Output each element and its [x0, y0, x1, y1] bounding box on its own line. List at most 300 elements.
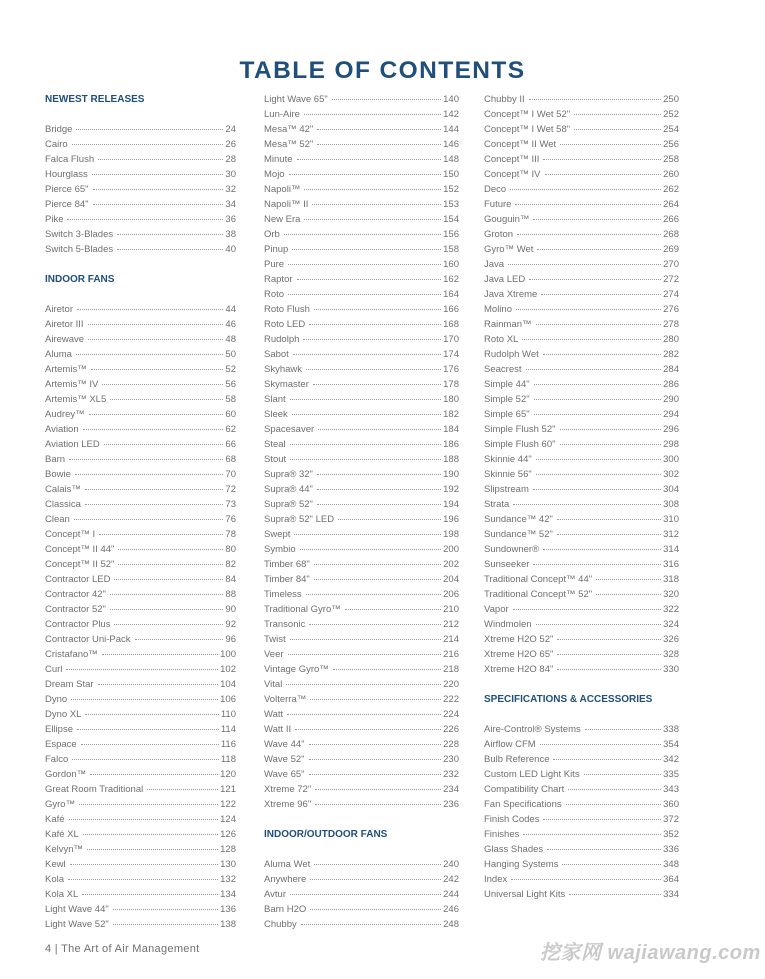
- toc-entry-name: Gyro™ Wet: [484, 244, 534, 255]
- toc-entry: [264, 767, 459, 782]
- toc-entry-page: 154: [443, 214, 459, 225]
- toc-entry-name: Rainman™: [484, 319, 532, 330]
- dot-leader: [574, 114, 661, 115]
- toc-entry-name: Compatibility Chart: [484, 784, 565, 795]
- toc-entry-page: 320: [663, 589, 679, 600]
- dot-leader: [596, 579, 661, 580]
- toc-entry-page: 284: [663, 364, 679, 375]
- dot-leader: [310, 879, 441, 880]
- toc-entry: [45, 197, 236, 212]
- dot-leader: [300, 549, 441, 550]
- dot-leader: [309, 744, 442, 745]
- toc-entry: [484, 812, 679, 827]
- toc-entry-name: Java: [484, 259, 505, 270]
- toc-entry-page: 216: [443, 649, 459, 660]
- toc-entry-name: Switch 5-Blades: [45, 244, 114, 255]
- toc-entry: [484, 782, 679, 797]
- dot-leader: [517, 234, 661, 235]
- toc-entry-page: 73: [225, 499, 236, 510]
- dot-leader: [104, 444, 224, 445]
- toc-entry-name: Java Xtreme: [484, 289, 538, 300]
- dot-leader: [557, 669, 661, 670]
- toc-entry-page: 134: [220, 889, 236, 900]
- toc-entry: [45, 752, 236, 767]
- toc-entry-name: Airewave: [45, 334, 85, 345]
- dot-leader: [553, 759, 661, 760]
- toc-entry: [484, 317, 679, 332]
- toc-entry: [484, 482, 679, 497]
- dot-leader: [77, 729, 219, 730]
- toc-entry: [45, 587, 236, 602]
- toc-entry-page: 276: [663, 304, 679, 315]
- toc-entry: [45, 812, 236, 827]
- dot-leader: [74, 519, 224, 520]
- toc-entry: [264, 737, 459, 752]
- toc-entry-page: 82: [225, 559, 236, 570]
- toc-entry-page: 126: [220, 829, 236, 840]
- dot-leader: [309, 759, 442, 760]
- section-spacer: [484, 707, 679, 722]
- toc-entry-name: Sleek: [264, 409, 288, 420]
- toc-entry-name: Roto LED: [264, 319, 306, 330]
- dot-leader: [310, 909, 441, 910]
- dot-leader: [293, 354, 441, 355]
- toc-entry: [45, 737, 236, 752]
- toc-entry-name: Chubby II: [484, 94, 525, 105]
- toc-entry-name: Strata: [484, 499, 510, 510]
- toc-entry-name: Contractor Plus: [45, 619, 111, 630]
- toc-entry-page: 310: [663, 514, 679, 525]
- dot-leader: [289, 174, 442, 175]
- dot-leader: [557, 654, 661, 655]
- toc-column-1: [45, 92, 236, 932]
- toc-entry-page: 122: [220, 799, 236, 810]
- toc-entry-name: Raptor: [264, 274, 293, 285]
- toc-entry-name: Napoli™: [264, 184, 301, 195]
- toc-entry: [264, 707, 459, 722]
- toc-entry: [264, 392, 459, 407]
- toc-entry: [484, 527, 679, 542]
- toc-entry-name: Concept™ III: [484, 154, 540, 165]
- toc-entry-name: Sabot: [264, 349, 289, 360]
- toc-entry: [264, 422, 459, 437]
- dot-leader: [303, 339, 441, 340]
- toc-entry-page: 62: [225, 424, 236, 435]
- dot-leader: [66, 669, 218, 670]
- toc-entry-name: Slant: [264, 394, 286, 405]
- toc-entry-page: 254: [663, 124, 679, 135]
- toc-entry-name: Seacrest: [484, 364, 522, 375]
- toc-entry-page: 70: [225, 469, 236, 480]
- dot-leader: [315, 789, 441, 790]
- section-spacer: [45, 257, 236, 272]
- toc-entry: [484, 257, 679, 272]
- toc-entry-name: Vapor: [484, 604, 509, 615]
- dot-leader: [536, 624, 662, 625]
- toc-entry-name: Cristafano™: [45, 649, 98, 660]
- dot-leader: [85, 504, 224, 505]
- toc-entry-name: Airetor III: [45, 319, 84, 330]
- toc-entry-page: 76: [225, 514, 236, 525]
- dot-leader: [93, 189, 224, 190]
- toc-entry-page: 130: [220, 859, 236, 870]
- toc-entry-page: 158: [443, 244, 459, 255]
- dot-leader: [91, 369, 224, 370]
- toc-entry-page: 56: [225, 379, 236, 390]
- dot-leader: [345, 609, 441, 610]
- toc-entry: [484, 542, 679, 557]
- toc-entry: [45, 602, 236, 617]
- dot-leader: [102, 654, 218, 655]
- toc-entry: [264, 182, 459, 197]
- toc-entry-page: 102: [220, 664, 236, 675]
- toc-entry: [45, 512, 236, 527]
- toc-entry-name: Concept™ I Wet 58": [484, 124, 571, 135]
- toc-entry-page: 116: [220, 739, 236, 750]
- toc-entry: [264, 377, 459, 392]
- dot-leader: [98, 684, 219, 685]
- toc-entry-page: 206: [443, 589, 459, 600]
- toc-entry-page: 354: [663, 739, 679, 750]
- toc-entry-page: 343: [663, 784, 679, 795]
- toc-entry-page: 170: [443, 334, 459, 345]
- dot-leader: [294, 534, 441, 535]
- toc-entry-page: 260: [663, 169, 679, 180]
- dot-leader: [557, 639, 661, 640]
- page-footer: [45, 943, 199, 955]
- toc-entry: [264, 242, 459, 257]
- dot-leader: [513, 609, 661, 610]
- dot-leader: [560, 144, 661, 145]
- footer-page-number: 4: [45, 943, 52, 955]
- toc-entry-name: Universal Light Kits: [484, 889, 566, 900]
- dot-leader: [536, 324, 662, 325]
- toc-entry-name: Future: [484, 199, 512, 210]
- toc-entry-name: Timeless: [264, 589, 302, 600]
- toc-entry-name: Pike: [45, 214, 64, 225]
- dot-leader: [541, 294, 661, 295]
- dot-leader: [117, 234, 223, 235]
- toc-entry: [45, 437, 236, 452]
- toc-entry: [264, 587, 459, 602]
- dot-leader: [79, 804, 218, 805]
- toc-entry: [45, 422, 236, 437]
- toc-entry-page: 204: [443, 574, 459, 585]
- toc-entry-name: Java LED: [484, 274, 526, 285]
- toc-entry-name: Airetor: [45, 304, 73, 315]
- toc-entry: [264, 647, 459, 662]
- dot-leader: [114, 579, 223, 580]
- toc-entry: [484, 827, 679, 842]
- toc-entry-page: 274: [663, 289, 679, 300]
- toc-entry-page: 262: [663, 184, 679, 195]
- toc-entry-page: 106: [220, 694, 236, 705]
- dot-leader: [284, 234, 441, 235]
- toc-entry: [45, 692, 236, 707]
- toc-entry-page: 38: [225, 229, 236, 240]
- toc-entry-page: 250: [663, 94, 679, 105]
- toc-entry-name: Mojo: [264, 169, 285, 180]
- toc-entry-name: Skinnie 44": [484, 454, 532, 465]
- toc-entry-page: 300: [663, 454, 679, 465]
- dot-leader: [314, 564, 441, 565]
- toc-entry-page: 184: [443, 424, 459, 435]
- toc-entry: [45, 392, 236, 407]
- dot-leader: [596, 594, 661, 595]
- dot-leader: [566, 804, 662, 805]
- dot-leader: [304, 114, 441, 115]
- toc-entry-page: 246: [443, 904, 459, 915]
- dot-leader: [560, 429, 662, 430]
- dot-leader: [310, 699, 441, 700]
- dot-leader: [510, 189, 661, 190]
- toc-entry: [484, 602, 679, 617]
- toc-entry-name: Simple Flush 52": [484, 424, 556, 435]
- toc-entry: [484, 497, 679, 512]
- toc-entry-name: Gyro™: [45, 799, 76, 810]
- toc-entry: [484, 287, 679, 302]
- dot-leader: [110, 399, 223, 400]
- toc-entry: [264, 362, 459, 377]
- toc-entry-name: Twist: [264, 634, 286, 645]
- toc-entry: [45, 647, 236, 662]
- toc-entry: [45, 467, 236, 482]
- toc-entry: [484, 572, 679, 587]
- dot-leader: [76, 129, 223, 130]
- toc-entry: [45, 347, 236, 362]
- toc-entry-name: Vintage Gyro™: [264, 664, 329, 675]
- toc-entry-name: Glass Shades: [484, 844, 544, 855]
- toc-entry-name: Transonic: [264, 619, 306, 630]
- toc-entry-page: 230: [443, 754, 459, 765]
- toc-entry-page: 90: [225, 604, 236, 615]
- toc-entry: [484, 182, 679, 197]
- toc-entry-name: Stout: [264, 454, 287, 465]
- toc-entry: [484, 632, 679, 647]
- toc-entry-name: Concept™ I: [45, 529, 96, 540]
- dot-leader: [543, 819, 661, 820]
- dot-leader: [312, 204, 441, 205]
- toc-entry: [264, 887, 459, 902]
- toc-entry-name: Concept™ IV: [484, 169, 541, 180]
- dot-leader: [288, 264, 441, 265]
- toc-entry-page: 252: [663, 109, 679, 120]
- dot-leader: [314, 309, 441, 310]
- toc-entry: [45, 632, 236, 647]
- toc-entry-page: 280: [663, 334, 679, 345]
- dot-leader: [118, 549, 223, 550]
- dot-leader: [72, 759, 219, 760]
- toc-entry-name: Classica: [45, 499, 81, 510]
- toc-entry: [45, 227, 236, 242]
- toc-entry-page: 34: [225, 199, 236, 210]
- dot-leader: [113, 924, 218, 925]
- toc-entry-name: Deco: [484, 184, 507, 195]
- toc-entry-name: Mesa™ 42": [264, 124, 314, 135]
- toc-entry: [264, 152, 459, 167]
- dot-leader: [516, 309, 661, 310]
- toc-entry: [264, 482, 459, 497]
- toc-entry-page: 148: [443, 154, 459, 165]
- toc-entry-name: Wave 44": [264, 739, 305, 750]
- toc-entry-page: 60: [225, 409, 236, 420]
- toc-entry-name: Veer: [264, 649, 284, 660]
- toc-entry-name: Concept™ II 52": [45, 559, 115, 570]
- toc-entry-name: Symbio: [264, 544, 296, 555]
- dot-leader: [69, 459, 223, 460]
- toc-entry-name: Custom LED Light Kits: [484, 769, 580, 780]
- dot-leader: [309, 324, 441, 325]
- toc-entry-page: 328: [663, 649, 679, 660]
- toc-entry-name: Contractor LED: [45, 574, 111, 585]
- toc-entry-name: Windmolen: [484, 619, 532, 630]
- toc-entry-page: 244: [443, 889, 459, 900]
- toc-entry-page: 266: [663, 214, 679, 225]
- dot-leader: [314, 864, 441, 865]
- dot-leader: [317, 129, 441, 130]
- toc-entry: [45, 917, 236, 932]
- toc-entry: [484, 227, 679, 242]
- toc-entry-name: Xtreme H2O 84": [484, 664, 554, 675]
- dot-leader: [290, 459, 441, 460]
- dot-leader: [534, 414, 662, 415]
- toc-entry: [45, 407, 236, 422]
- toc-entry: [264, 557, 459, 572]
- toc-entry: [45, 317, 236, 332]
- toc-entry-page: 268: [663, 229, 679, 240]
- toc-entry: [484, 647, 679, 662]
- toc-entry-name: Sunseeker: [484, 559, 530, 570]
- toc-entry: [484, 197, 679, 212]
- dot-leader: [547, 849, 661, 850]
- toc-entry-name: Concept™ II 44": [45, 544, 115, 555]
- toc-entry-page: 121: [220, 784, 236, 795]
- toc-entry-name: Clean: [45, 514, 70, 525]
- toc-entry-name: Aire-Control® Systems: [484, 724, 581, 735]
- dot-leader: [317, 144, 441, 145]
- toc-entry: [45, 332, 236, 347]
- toc-entry: [264, 122, 459, 137]
- toc-entry-page: 128: [220, 844, 236, 855]
- toc-entry-name: Napoli™ II: [264, 199, 309, 210]
- dot-leader: [292, 414, 441, 415]
- toc-entry: [484, 872, 679, 887]
- toc-entry-name: Skyhawk: [264, 364, 303, 375]
- toc-entry-name: Supra® 52" LED: [264, 514, 335, 525]
- toc-entry-name: Contractor 42": [45, 589, 106, 600]
- toc-entry-page: 290: [663, 394, 679, 405]
- toc-entry-page: 360: [663, 799, 679, 810]
- toc-entry-page: 304: [663, 484, 679, 495]
- dot-leader: [584, 774, 662, 775]
- dot-leader: [523, 834, 661, 835]
- toc-entry-name: Avtur: [264, 889, 287, 900]
- dot-leader: [306, 369, 441, 370]
- toc-entry-name: Calais™: [45, 484, 81, 495]
- section-spacer: [484, 677, 679, 692]
- toc-entry: [484, 212, 679, 227]
- toc-entry-page: 352: [663, 829, 679, 840]
- toc-entry-page: 222: [443, 694, 459, 705]
- toc-entry-name: Dream Star: [45, 679, 94, 690]
- toc-entry-page: 298: [663, 439, 679, 450]
- toc-entry-page: 36: [225, 214, 236, 225]
- toc-entry-name: Kafé XL: [45, 829, 79, 840]
- toc-entry-page: 176: [443, 364, 459, 375]
- toc-entry-page: 296: [663, 424, 679, 435]
- toc-entry-name: Kola XL: [45, 889, 79, 900]
- toc-entry: [264, 227, 459, 242]
- toc-column-2: [264, 92, 459, 932]
- toc-entry: [484, 242, 679, 257]
- toc-entry-name: Kelvyn™: [45, 844, 84, 855]
- toc-entry-name: Falco: [45, 754, 69, 765]
- toc-entry-page: 182: [443, 409, 459, 420]
- toc-entry: [45, 137, 236, 152]
- toc-entry: [484, 857, 679, 872]
- toc-entry-name: Pure: [264, 259, 285, 270]
- dot-leader: [67, 219, 223, 220]
- toc-entry-page: 52: [225, 364, 236, 375]
- toc-entry-page: 338: [663, 724, 679, 735]
- toc-entry-page: 308: [663, 499, 679, 510]
- dot-leader: [317, 489, 441, 490]
- toc-entry-page: 58: [225, 394, 236, 405]
- toc-entry-page: 282: [663, 349, 679, 360]
- section-heading: SPECIFICATIONS & ACCESSORIES: [484, 694, 653, 705]
- toc-entry-name: Timber 84": [264, 574, 310, 585]
- toc-entry-name: Slipstream: [484, 484, 529, 495]
- dot-leader: [89, 414, 224, 415]
- toc-entry-name: Falca Flush: [45, 154, 95, 165]
- toc-entry: [484, 92, 679, 107]
- toc-entry: [45, 557, 236, 572]
- toc-entry-name: New Era: [264, 214, 301, 225]
- toc-entry-page: 150: [443, 169, 459, 180]
- toc-entry: [45, 497, 236, 512]
- dot-leader: [533, 564, 661, 565]
- toc-entry: [484, 302, 679, 317]
- toc-entry-name: Pierce 84": [45, 199, 89, 210]
- toc-entry-page: 194: [443, 499, 459, 510]
- toc-entry: [45, 377, 236, 392]
- toc-entry-page: 162: [443, 274, 459, 285]
- toc-entry: [484, 587, 679, 602]
- toc-entry-page: 100: [220, 649, 236, 660]
- toc-entry: [45, 362, 236, 377]
- toc-entry: [45, 677, 236, 692]
- toc-entry-page: 312: [663, 529, 679, 540]
- toc-entry-page: 294: [663, 409, 679, 420]
- toc-entry-page: 118: [220, 754, 236, 765]
- dot-leader: [557, 519, 661, 520]
- dot-leader: [135, 639, 224, 640]
- toc-entry-name: Ellipse: [45, 724, 73, 735]
- toc-entry-page: 96: [225, 634, 236, 645]
- toc-entry: [45, 782, 236, 797]
- toc-entry-name: Rudolph Wet: [484, 349, 539, 360]
- toc-entry-page: 132: [220, 874, 236, 885]
- toc-entry-name: Kewl: [45, 859, 66, 870]
- toc-entry-page: 248: [443, 919, 459, 930]
- dot-leader: [98, 159, 223, 160]
- dot-leader: [526, 369, 662, 370]
- toc-entry-name: Watt: [264, 709, 284, 720]
- toc-entry-page: 114: [220, 724, 236, 735]
- toc-entry-name: Aluma: [45, 349, 72, 360]
- dot-leader: [309, 624, 441, 625]
- toc-entry-name: Fan Specifications: [484, 799, 562, 810]
